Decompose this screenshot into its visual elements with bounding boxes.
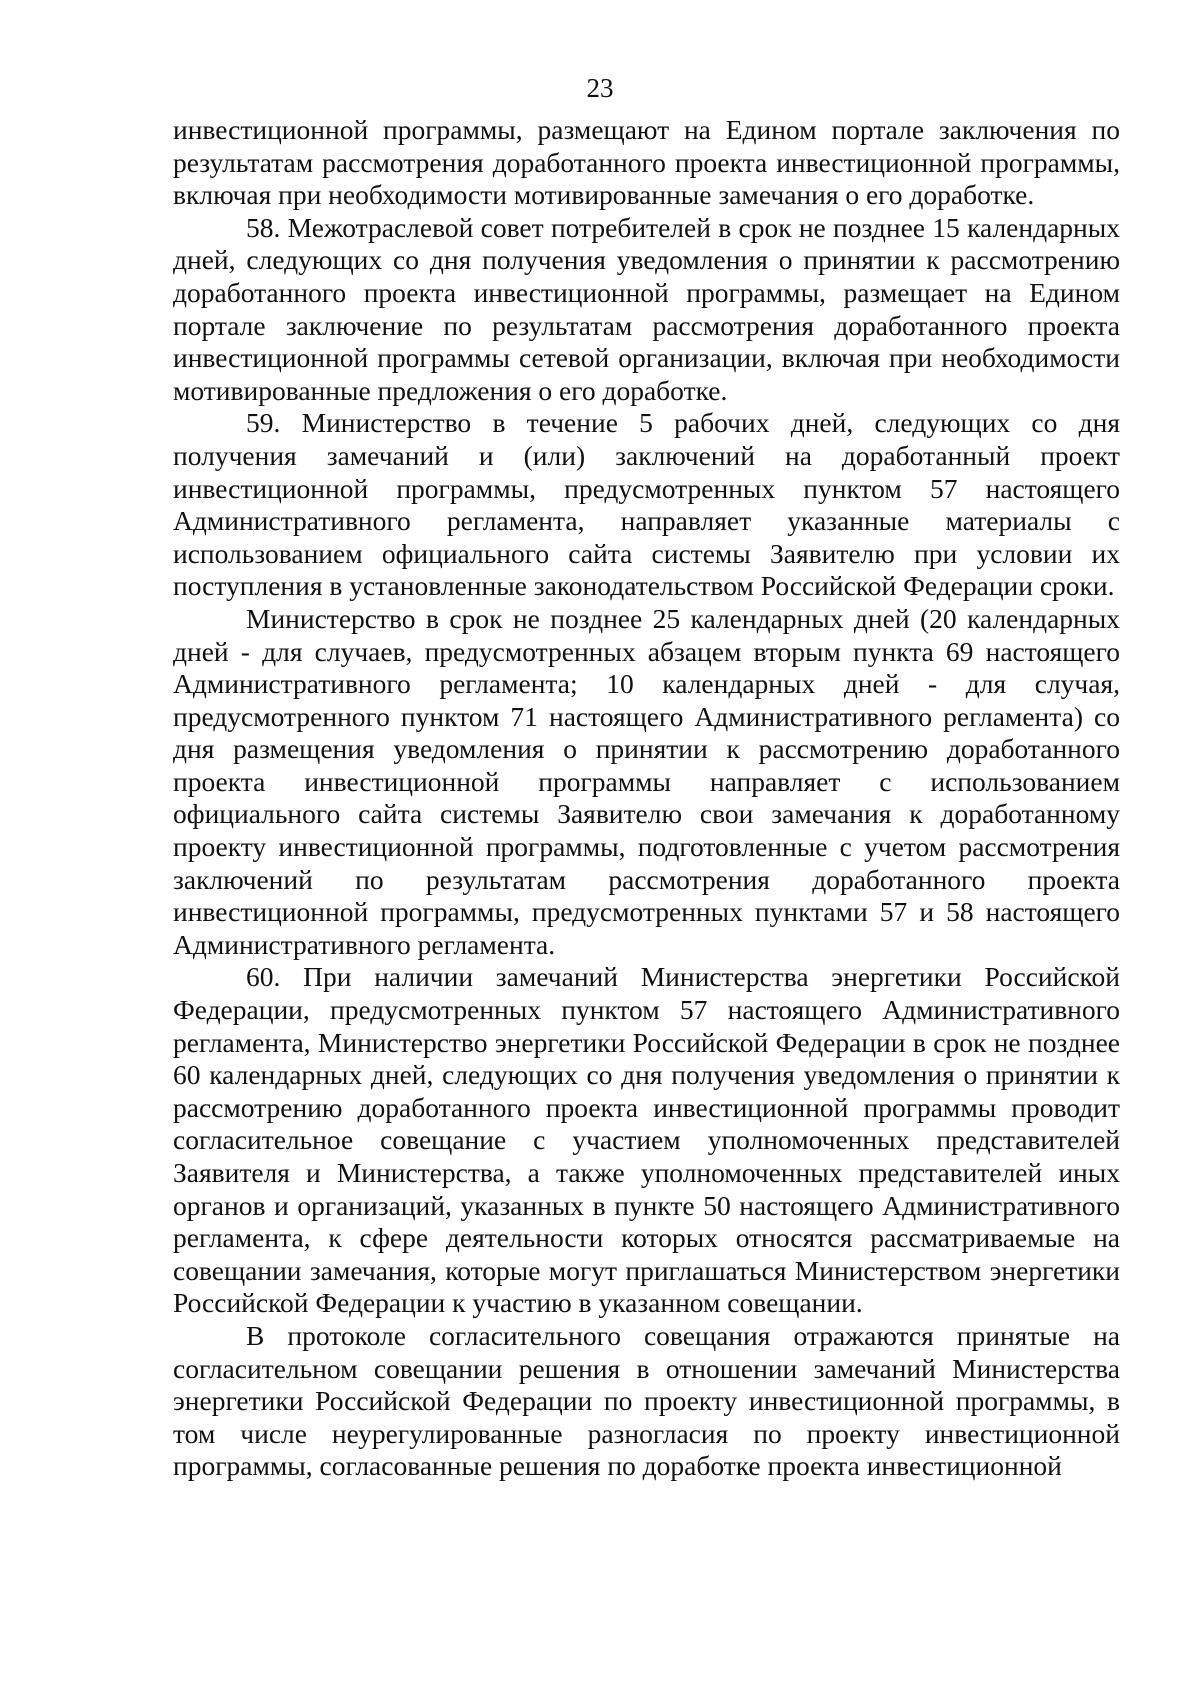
paragraph-item-59: 59. Министерство в течение 5 рабочих дней, следующих со дня получения замечаний и (или) заключений на доработанный проект инвестиционной программы, предусмотренных пунктом 57 настоящего Административного регламента, направляет указанные материалы с использованием официального сайта системы Заявителю при условии их поступления в установленные законодательством Российской Федерации сроки. — [173, 407, 1120, 602]
paragraph-item-58: 58. Межотраслевой совет потребителей в срок не позднее 15 календарных дней, следующих со дня получения уведомления о принятии к рассмотрению доработанного проекта инвестиционной программы, размещает на Едином портале заключение по результатам рассмотрения доработанного проекта инвестиционной программы сетевой организации, включая при необходимости мотивированные предложения о его доработке. — [173, 211, 1120, 406]
paragraph-item-59-second: Министерство в срок не позднее 25 календарных дней (20 календарных дней - для случаев, предусмотренных абзацем вторым пункта 69 настоящего Административного регламента; 10 календарных дней - для случая, предусмотренного пунктом 71 настоящего Административного регламента) со дня размещения уведомления о принятии к рассмотрению доработанного проекта инвестиционной программы направляет с использованием официального сайта системы Заявителю свои замечания к доработанному проекту инвестиционной программы, подготовленные с учетом рассмотрения заключений по результатам рассмотрения доработанного проекта инвестиционной программы, предусмотренных пунктами 57 и 58 настоящего Административного регламента. — [173, 602, 1120, 960]
paragraph-continuation: инвестиционной программы, размещают на Едином портале заключения по результатам рассмотрения доработанного проекта инвестиционной программы, включая при необходимости мотивированные замечания о его доработке. — [173, 114, 1120, 211]
paragraph-item-60-second: В протоколе согласительного совещания отражаются принятые на согласительном совещании решения в отношении замечаний Министерства энергетики Российской Федерации по проекту инвестиционной программы, в том числе неурегулированные разногласия по проекту инвестиционной программы, согласованные решения по доработке проекта инвестиционной — [173, 1319, 1120, 1482]
page-number: 23 — [586, 73, 614, 103]
document-body — [173, 114, 1120, 1483]
paragraph-item-60: 60. При наличии замечаний Министерства энергетики Российской Федерации, предусмотренных пунктом 57 настоящего Административного регламента, Министерство энергетики Российской Федерации в срок не позднее 60 календарных дней, следующих со дня получения уведомления о принятии к рассмотрению доработанного проекта инвестиционной программы проводит согласительное совещание с участием уполномоченных представителей Заявителя и Министерства, а также уполномоченных представителей иных органов и организаций, указанных в пункте 50 настоящего Административного регламента, к сфере деятельности которых относятся рассматриваемые на совещании замечания, которые могут приглашаться Министерством энергетики Российской Федерации к участию в указанном совещании. — [173, 961, 1120, 1319]
